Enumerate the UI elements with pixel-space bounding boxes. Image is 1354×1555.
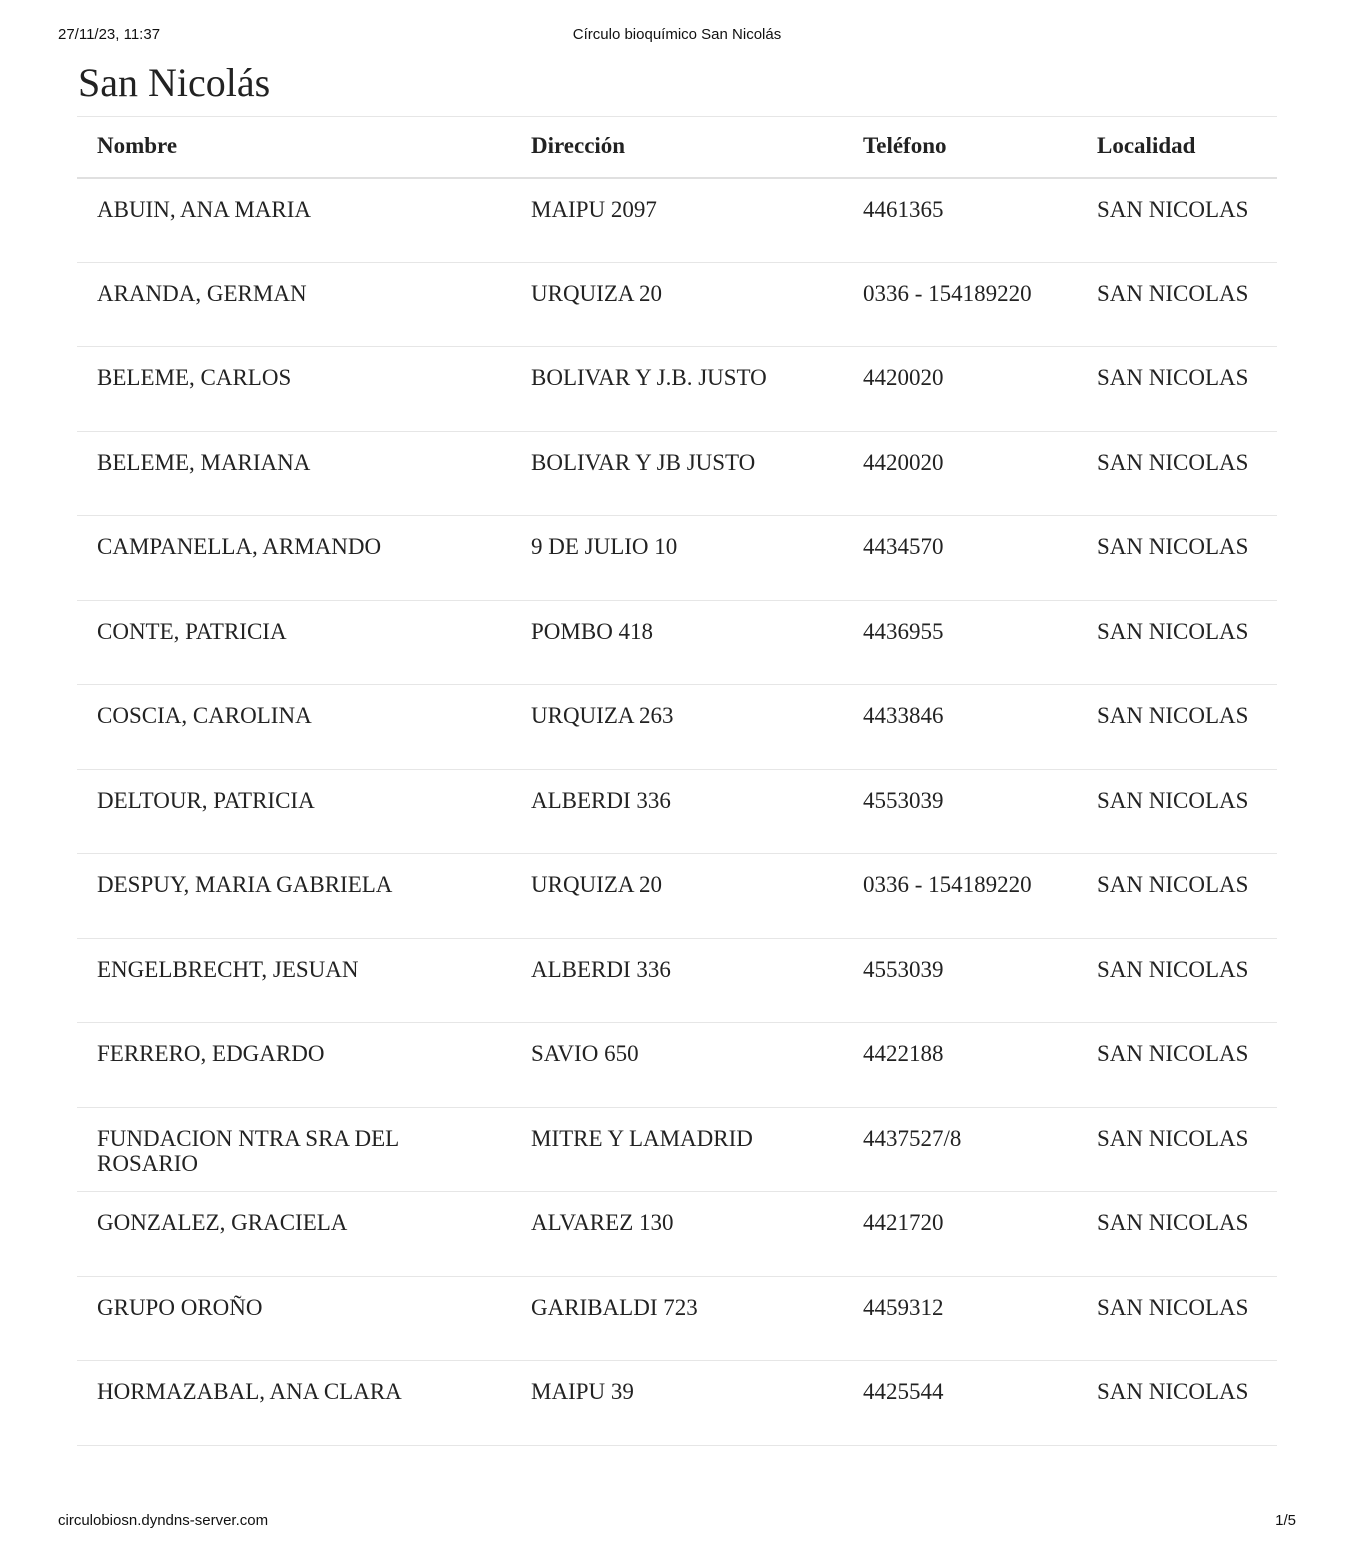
cell-nombre: BELEME, CARLOS — [97, 365, 292, 390]
cell-telefono: 0336 - 154189220 — [863, 280, 1032, 306]
column-header-nombre: Nombre — [77, 117, 511, 178]
cell-telefono: 4422188 — [863, 1041, 944, 1066]
cell-direccion: 9 DE JULIO 10 — [531, 534, 678, 559]
cell-localidad: SAN NICOLAS — [1097, 280, 1249, 306]
print-date: 27/11/23, 11:37 — [58, 26, 161, 43]
cell-nombre: CAMPANELLA, ARMANDO — [97, 534, 382, 559]
directory-table-container — [77, 116, 1277, 1446]
cell-nombre: COSCIA, CAROLINA — [97, 703, 312, 728]
table-row — [77, 685, 1277, 770]
cell-nombre: DELTOUR, PATRICIA — [97, 787, 315, 813]
cell-direccion: SAVIO 650 — [531, 1041, 639, 1066]
cell-telefono: 4461365 — [863, 196, 944, 222]
directory-table — [77, 116, 1277, 1446]
cell-direccion: BOLIVAR Y JB JUSTO — [531, 449, 756, 475]
cell-telefono: 4459312 — [863, 1294, 944, 1320]
table-row — [77, 262, 1277, 347]
cell-nombre: CONTE, PATRICIA — [97, 618, 287, 644]
cell-nombre: ABUIN, ANA MARIA — [97, 196, 312, 222]
cell-direccion: GARIBALDI 723 — [531, 1294, 698, 1320]
print-footer — [58, 1512, 1296, 1532]
cell-telefono: 4553039 — [863, 787, 944, 813]
table-row — [77, 769, 1277, 854]
table-row — [77, 600, 1277, 685]
cell-nombre: FUNDACION NTRA SRA DEL ROSARIO — [97, 1125, 399, 1176]
page-title: San Nicolás — [78, 60, 271, 105]
cell-telefono: 0336 - 154189220 — [863, 872, 1032, 897]
cell-direccion: ALVAREZ 130 — [531, 1210, 674, 1235]
cell-direccion: URQUIZA 20 — [531, 872, 662, 897]
cell-localidad: SAN NICOLAS — [1097, 1379, 1249, 1404]
table-row — [77, 1276, 1277, 1361]
table-row — [77, 1192, 1277, 1277]
column-header-telefono: Teléfono — [843, 117, 1077, 178]
table-row — [77, 854, 1277, 939]
cell-telefono: 4425544 — [863, 1379, 944, 1404]
table-row — [77, 1023, 1277, 1108]
cell-direccion: BOLIVAR Y J.B. JUSTO — [531, 365, 767, 390]
cell-telefono: 4420020 — [863, 365, 944, 390]
cell-localidad: SAN NICOLAS — [1097, 1294, 1249, 1320]
cell-direccion: MAIPU 2097 — [531, 196, 657, 222]
table-header-row — [77, 117, 1277, 178]
page-number: 1/5 — [1275, 1512, 1296, 1529]
print-document-title: Círculo bioquímico San Nicolás — [572, 26, 782, 43]
cell-localidad: SAN NICOLAS — [1097, 787, 1249, 813]
column-header-direccion: Dirección — [511, 117, 843, 178]
cell-localidad: SAN NICOLAS — [1097, 1041, 1249, 1066]
cell-localidad: SAN NICOLAS — [1097, 365, 1249, 390]
cell-localidad: SAN NICOLAS — [1097, 872, 1249, 897]
print-header — [58, 26, 1296, 46]
column-header-localidad: Localidad — [1077, 117, 1277, 178]
cell-nombre: GONZALEZ, GRACIELA — [97, 1210, 348, 1235]
cell-nombre: GRUPO OROÑO — [97, 1294, 263, 1320]
table-header — [77, 117, 1277, 178]
cell-nombre: FERRERO, EDGARDO — [97, 1041, 325, 1066]
cell-localidad: SAN NICOLAS — [1097, 1125, 1249, 1151]
cell-localidad: SAN NICOLAS — [1097, 196, 1249, 222]
cell-direccion: MITRE Y LAMADRID — [531, 1125, 753, 1151]
table-row — [77, 178, 1277, 263]
cell-direccion: POMBO 418 — [531, 618, 654, 644]
cell-nombre: HORMAZABAL, ANA CLARA — [97, 1379, 402, 1404]
table-row — [77, 1361, 1277, 1446]
cell-telefono: 4433846 — [863, 703, 944, 728]
cell-direccion: MAIPU 39 — [531, 1379, 634, 1404]
cell-direccion: URQUIZA 263 — [531, 703, 674, 728]
table-row — [77, 347, 1277, 432]
cell-nombre: BELEME, MARIANA — [97, 449, 311, 475]
cell-direccion: ALBERDI 336 — [531, 787, 671, 813]
cell-telefono: 4553039 — [863, 956, 944, 982]
table-row — [77, 516, 1277, 601]
cell-telefono: 4437527/8 — [863, 1125, 962, 1151]
cell-localidad: SAN NICOLAS — [1097, 534, 1249, 559]
cell-nombre: DESPUY, MARIA GABRIELA — [97, 872, 393, 897]
cell-localidad: SAN NICOLAS — [1097, 618, 1249, 644]
cell-localidad: SAN NICOLAS — [1097, 956, 1249, 982]
table-row — [77, 1107, 1277, 1192]
table-row — [77, 431, 1277, 516]
cell-direccion: ALBERDI 336 — [531, 956, 671, 982]
cell-nombre: ARANDA, GERMAN — [97, 280, 307, 306]
cell-telefono: 4434570 — [863, 534, 944, 559]
cell-localidad: SAN NICOLAS — [1097, 703, 1249, 728]
cell-direccion: URQUIZA 20 — [531, 280, 662, 306]
cell-telefono: 4436955 — [863, 618, 944, 644]
cell-localidad: SAN NICOLAS — [1097, 449, 1249, 475]
print-url: circulobiosn.dyndns-server.com — [58, 1512, 269, 1529]
cell-localidad: SAN NICOLAS — [1097, 1210, 1249, 1235]
cell-telefono: 4421720 — [863, 1210, 944, 1235]
cell-telefono: 4420020 — [863, 449, 944, 475]
table-body — [77, 178, 1277, 1446]
cell-nombre: ENGELBRECHT, JESUAN — [97, 956, 359, 982]
table-row — [77, 938, 1277, 1023]
